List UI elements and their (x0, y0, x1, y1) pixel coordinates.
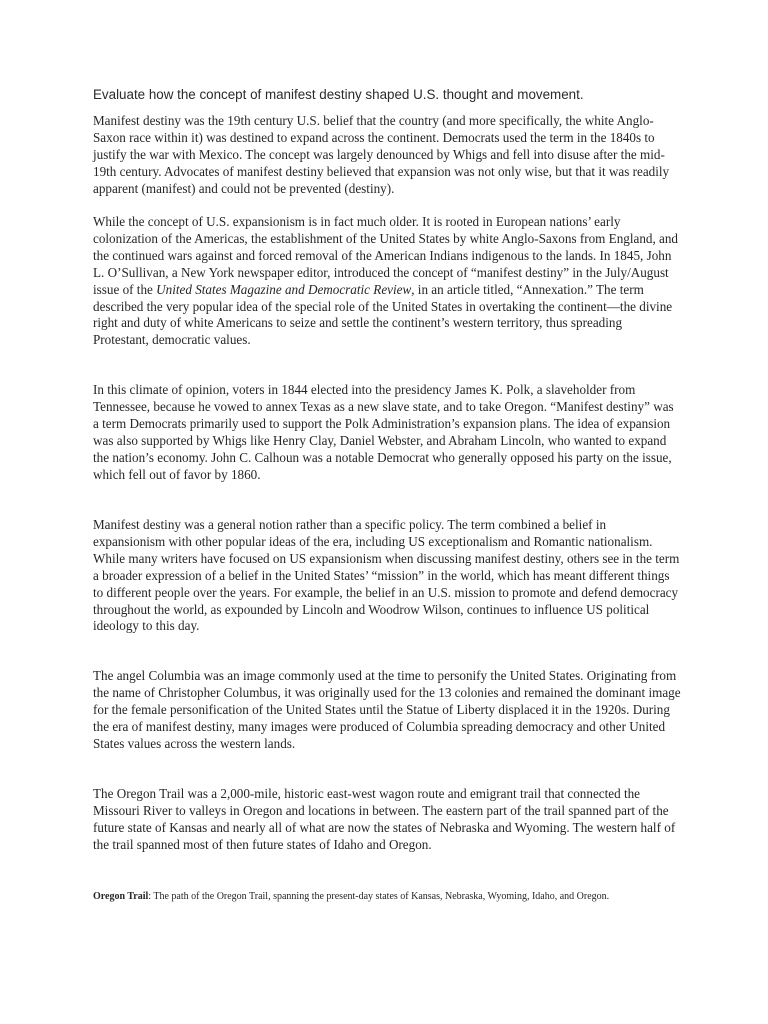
paragraph-manifest-destiny-definition: Manifest destiny was the 19th century U.S. belief that the country (and more specifically, the white Anglo-Saxon race within it) was destined to expand across the continent. Democrats used the term in the 1840s to justify the war with Mexico. The concept was largely denounced by Whigs and fell into disuse after the mid-19th century. Advocates of manifest destiny believed that expansion was not only wise, but that it was readily apparent (manifest) and could not be prevented (destiny). (93, 113, 670, 196)
page-heading: Evaluate how the concept of manifest destiny shaped U.S. thought and movement. (93, 87, 584, 102)
publication-title: United States Magazine and Democratic Review (156, 281, 412, 297)
paragraph-polk-election: In this climate of opinion, voters in 1844 elected into the presidency James K. Polk, a slaveholder from Tennessee, because he vowed to annex Texas as a new slave state, and to take Oregon. “Manifest destiny” was a term Democrats primarily used to support the Polk Administration’s expansion plans. The idea of expansion was also supported by Whigs like Henry Clay, Daniel Webster, and Abraham Lincoln, who wanted to expand the nation’s economy. John C. Calhoun was a notable Democrat who generally opposed his party on the issue, which fell out of favor by 1860. (93, 382, 674, 482)
paragraph-angel-columbia: The angel Columbia was an image commonly used at the time to personify the United States. Originating from the name of Christopher Columbus, it was originally used for the 13 colonies and remained the dominant image for the female personification of the United States until the Statue of Liberty displaced it in the 1920s. During the era of manifest destiny, many images were produced of Columbia spreading democracy and other United States values across the western lands. (93, 668, 681, 751)
paragraph-oregon-trail: The Oregon Trail was a 2,000-mile, historic east-west wagon route and emigrant trail that connected the Missouri River to valleys in Oregon and locations in between. The eastern part of the trail spanned part of the future state of Kansas and nearly all of what are now the states of Nebraska and Wyoming. The western half of the trail spanned most of then future states of Idaho and Oregon. (93, 786, 676, 852)
figure-caption (93, 888, 681, 905)
caption-text: : The path of the Oregon Trail, spanning the present-day states of Kansas, Nebraska, Wyoming, Idaho, and Oregon. (148, 891, 610, 902)
paragraph-expansionism-origins (93, 214, 681, 349)
caption-label: Oregon Trail (93, 891, 149, 902)
paragraph-text: , in an article titled, “Annexation.” The term described the very popular idea of the special role of the United States in overtaking the continent—the divine right and duty of white Americans to seize and settle the continent’s western territory, thus spreading Protestant, democratic values. (93, 281, 673, 348)
paragraph-text: While the concept of U.S. expansionism is in fact much older. It is rooted in European nations’ early colonization of the Americas, the establishment of the United States by white Anglo-Saxons from England, and the continued wars against and forced removal of the American Indians indigenous to the lands. In 1845, John L. O’Sullivan, a New York newspaper editor, introduced the concept of “manifest destiny” in the July/August issue of the (93, 214, 679, 297)
paragraph-general-notion: Manifest destiny was a general notion rather than a specific policy. The term combined a belief in expansionism with other popular ideas of the era, including US exceptionalism and Romantic nationalism. While many writers have focused on US expansionism when discussing manifest destiny, others see in the term a broader expression of a belief in the United States’ “mission” in the world, which has meant different things to different people over the years. For example, the belief in an U.S. mission to promote and defend democracy throughout the world, as expounded by Lincoln and Woodrow Wilson, continues to influence US political ideology to this day. (93, 517, 680, 634)
